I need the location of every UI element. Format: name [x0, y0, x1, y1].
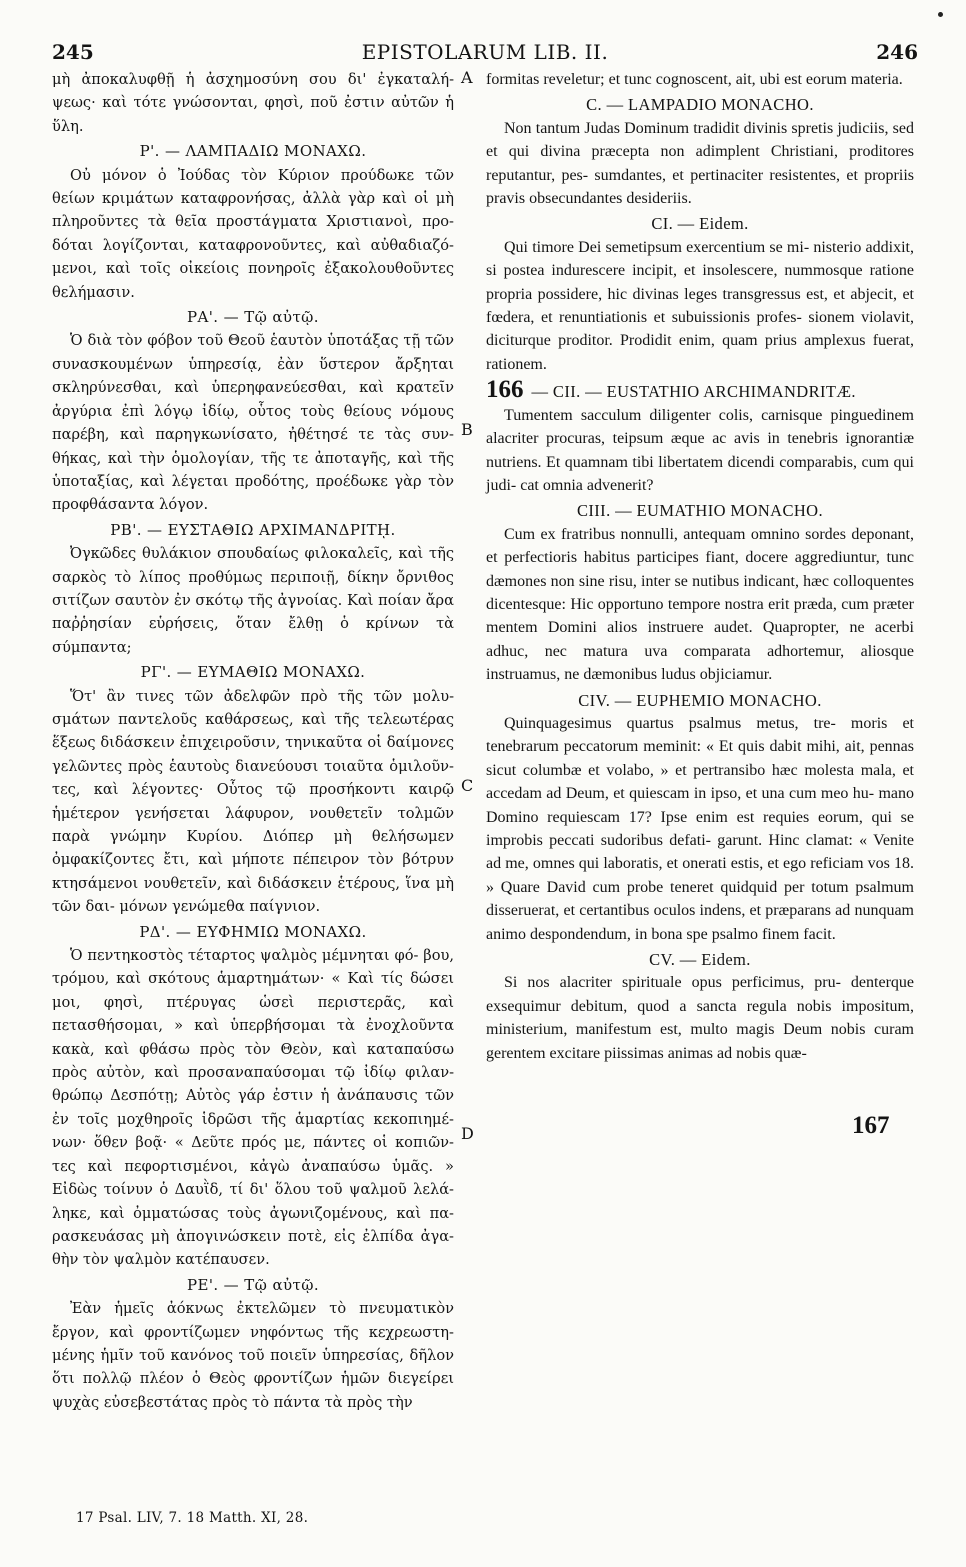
margin-letters	[461, 68, 483, 1468]
greek-heading-cv: ΡΕ'. — Τῷ αὐτῷ.	[186, 1275, 320, 1294]
greek-heading-ci: ΡΑ'. — Τῷ αὐτῷ.	[187, 308, 319, 327]
latin-heading-cii	[486, 378, 914, 403]
latin-heading-ci: CI. — Eidem.	[651, 214, 749, 234]
greek-heading-cii: ΡΒ'. — ΕΥΣΤΑΘΙΩ ΑΡΧΙΜΑΝΔΡΙΤῌ.	[110, 520, 396, 539]
margin-letter-c: C	[461, 776, 474, 795]
latin-heading-cii-text: — CII. — EUSTATHIO ARCHIMANDRITÆ.	[531, 382, 856, 402]
greek-paragraph-cv: Ἐὰν ἡμεῖς ἀόκνως ἐκτελῶμεν τὸ πνευματικὸν ἔργον, καὶ φροντίζωμεν νηφόντως τῆς κεχρεωστη- μένης ἡμῖν τοῦ κανόνος τοῦ ποιεῖν ὑπηρεσίας, δῆλον ὅτι πολλῷ πλέον ὁ Θεὸς φροντίζων ἡμῶν διεγείρει ψυχὰς εὐσεβεστάτας πρὸς τὸ πάντα τὰ πρὸς τὴν	[52, 1300, 454, 1411]
greek-paragraph-ci: Ὁ διὰ τὸν φόβον τοῦ Θεοῦ ἑαυτὸν ὑποτάξας τῇ τῶν συνασκουμένων ὑπηρεσίᾳ, ἐὰν ὕστερον ἄρξηται σκληρύνεσθαι, καὶ ὑπερηφανεύεσθαι, καὶ κρατεῖν ἀργύρια ἐπὶ λόγῳ ἰδίῳ, οὗτος τοὺς θείους νόμους παρέβη, καὶ παρηγκωνίσατο, ἠθέτησέ τε τὰς συν- θήκας, καὶ τὴν ὁμολογίαν, τῆς τε ἀποταγῆς, καὶ τῆς ὑποταξίας, καὶ λέγεται προδότης, προέδωκε γὰρ τὸν προφθάσαντα λόγον.	[52, 332, 454, 514]
margin-letter-b: B	[461, 420, 473, 439]
latin-heading-civ: CIV. — EUPHEMIO MONACHO.	[578, 690, 822, 710]
footnotes: 17 Psal. LIV, 7. 18 Matth. XI, 28.	[76, 1510, 309, 1526]
latin-paragraph-civ: Quinquagesimus quartus psalmus metus, tre- moris et tenebrarum peccatorum meminit: « Et quis dabit mihi, ait, pennas sicut columbæ et volabo, » et pertransibo hæc molesta mala, et accedam ad Deum, et quiescam in ipso, et una cum meo hu- mano Domino requiescam 17? Ipse enim est requies eorum, qui se improbis peccati sudoribus defati- garunt. Hinc clamat: « Venite ad me, omnes qui laboratis, et onerati estis, et ego reficiam vos 18. » Quare David cum probe teneret quidquid per totum psalmum disseruerat, et certantibus oculos indens, et præparans ad nunquam animo despondendum, in bona spe psalmo finem facit.	[486, 714, 914, 943]
latin-heading-ciii: CIII. — EUMATHIO MONACHO.	[576, 501, 824, 521]
running-title: EPISTOLARUM LIB. II.	[361, 40, 609, 64]
greek-paragraph-ciii: Ὅτ' ἂν τινες τῶν ἀδελφῶν πρὸ τῆς τῶν μολυ- σμάτων παντελοῦς καθάρσεως, καὶ τῆς τελεωτέρας ἕξεως διδάσκειν ἐπιχειροῦσιν, τηνικαῦτα οἱ δαίμονες γελῶντες πρὸς ἑαυτοὺς διανεύουσι τοιαῦτα ὁμιλοῦν- τες, καὶ λέγοντες· Οὗτος τῷ προσήκοντι καιρῷ ἡμέτερον γενήσεται λάφυρον, νουθετεῖν τολμῶν παρὰ γνώμην Κυρίου. Διόπερ μὴ θελήσωμεν ὀμφακίζοντες ἔτι, καὶ μήποτε πέπειρον τὸν βότρυν κτησάμενοι νουθετεῖν, καὶ διδάσκειν ἑτέρους, ἵνα μὴ τῶν δαι- μόνων γενώμεθα παίγνιον.	[52, 687, 454, 916]
greek-paragraph-cii: Ὀγκῶδες θυλάκιον σπουδαίως φιλοκαλεῖς, καὶ τῆς σαρκὸς τὸ λίπος προθύμως περιποιῇ, δίκην ὄρνιθος σιτίζων σαυτὸν ἐν σκότῳ τῆς ἀγνοίας. Καὶ ποίαν ἄρα παῤῥησίαν εὑρήσεις, ὅταν ἔλθῃ ὁ κρίνων τὰ σύμπαντα;	[52, 545, 454, 656]
margin-letter-a: A	[461, 68, 473, 87]
page-number-left: 245	[52, 40, 94, 64]
latin-paragraph-cv: Si nos alacriter spirituale opus perficimus, pru- denterque exsequimur debitum, quod a sancta regula nobis impositum, ministerium, manifestum est, multo magis Deum nobis curam gerentem excitare piissimas animas ad nobis quæ-	[486, 974, 914, 1062]
section-number-166: 166	[486, 376, 524, 404]
ink-speck	[938, 12, 943, 17]
latin-intro: formitas reveletur; et tunc cognoscent, ait, ubi est eorum materia.	[486, 71, 903, 88]
latin-paragraph-cii: Tumentem sacculum diligenter colis, carnisque pinguedinem alacriter procuras, teipsum æque ac avis in tenebris ignorantiæ nutriens. Et quamnam tibi libertatem dicendi comparabis, cum qui judi- cat omnia advenerit?	[486, 406, 914, 494]
page-header	[52, 40, 918, 70]
margin-letter-d: D	[461, 1124, 474, 1143]
greek-heading-ciii: ΡΓ'. — ΕΥΜΑΘΙΩ ΜΟΝΑΧΩ.	[140, 663, 366, 682]
latin-paragraph-ci: Qui timore Dei semetipsum exercentium se mi- nisterio addixit, si postea indurescere incipit, et insolescere, nummosque ratione propria possidere, hic divinas leges transgressus est, et abjecit, et fœdera, et renuntiationis et subuissionis profes- sionem violavit, diciturque proditor. Prodidit enim, quam prius amplexus fuerat, rationem.	[486, 238, 914, 373]
section-number-167: 167	[852, 1112, 890, 1139]
page-number-right: 246	[876, 40, 918, 64]
latin-column	[486, 68, 914, 1065]
greek-paragraph-c: Οὐ μόνον ὁ Ἰούδας τὸν Κύριον προύδωκε τῶν θείων κριμάτων καταφρονήσας, ἀλλὰ γὰρ καὶ οἱ μὴ πληροῦντες τὰ θεῖα προστάγματα Χριστιανοὶ, προ- δόται λογίζονται, καταφρονοῦντες, καὶ αὐθαδιαζό- μενοι, καὶ τοῖς οἰκείοις πονηροῖς ἐξακολουθοῦντες θελήμασιν.	[52, 166, 454, 301]
latin-heading-c: C. — LAMPADIO MONACHO.	[586, 95, 814, 115]
greek-paragraph-civ: Ὁ πεντηκοστὸς τέταρτος ψαλμὸς μέμνηται φό- βου, τρόμου, καὶ σκότους ἁμαρτημάτων· « Καὶ τίς δώσει μοι, φησὶ, πτέρυγας ὡσεὶ περιστερᾶς, καὶ πετασθήσομαι, » καὶ ὑπερβήσομαι τὰ ἐνοχλοῦντα κακὰ, καὶ φθάσω πρὸς τὸν Θεὸν, καὶ καταπαύσω πρὸς αὐτὸν, καὶ προσαναπαύσομαι τῷ ἰδίῳ φιλαν- θρώπῳ Δεσπότῃ; Αὐτὸς γάρ ἐστιν ἡ ἀνάπαυσις τῶν ἐν τοῖς μοχθηροῖς ἱδρῶσι τῆς ἁμαρτίας κεκοπιημέ- νων· ὅθεν βοᾷ· « Δεῦτε πρός με, πάντες οἱ κοπιῶν- τες καὶ πεφορτισμένοι, κἀγὼ ἀναπαύσω ὑμᾶς. » Εἰδὼς τοίνυν ὁ Δαυῒδ, τί δι' ὅλου τοῦ ψαλμοῦ λελά- ληκε, καὶ ὀμματώσας τοὺς ἀγωνιζομένους, καὶ πα- ρασκευάσας μὴ ἀπογινώσκειν ποτὲ, εἰς ἐλπίδα ἀγα- θὴν τὸν ψαλμὸν κατέπαυσεν.	[52, 947, 454, 1269]
latin-paragraph-c: Non tantum Judas Dominum tradidit divinis spretis judiciis, sed et qui divina præcepta non adimplent Christiani, proditores reputantur, pes- sumdantes, et pertinaciter resistentes, et propriis pravis obsecundantes desideriis.	[486, 119, 914, 208]
latin-paragraph-ciii: Cum ex fratribus nonnulli, antequam omnino sordes deponant, et perfectioris habitus participes fiant, docere aggrediuntur, tunc dæmones non sine risu, inter se nutibus indicant, hæc colloquentes dicentesque: Hic opportuno tempore nostra erit præda, cum præter mentem Domini alios instruere audet. Quapropter, ne acerbi adhuc, nec matura uva comparata adhortemur, aliosque instruamus, ne dæmonibus ludus objiciamur.	[486, 525, 914, 684]
latin-heading-cv: CV. — Eidem.	[649, 950, 751, 970]
greek-column	[52, 68, 454, 1414]
greek-intro: μὴ ἀποκαλυφθῇ ἡ ἀσχημοσύνη σου δι' ἐγκαταλή- ψεως· καὶ τότε γνώσονται, φησὶ, ποῦ ἐστιν αὐτῶν ἡ ὕλη.	[52, 71, 454, 135]
greek-heading-c: Ρ'. — ΛΑΜΠΑΔΙΩ ΜΟΝΑΧΩ.	[139, 142, 367, 161]
greek-heading-civ: ΡΔ'. — ΕΥΦΗΜΙΩ ΜΟΝΑΧΩ.	[139, 922, 367, 941]
